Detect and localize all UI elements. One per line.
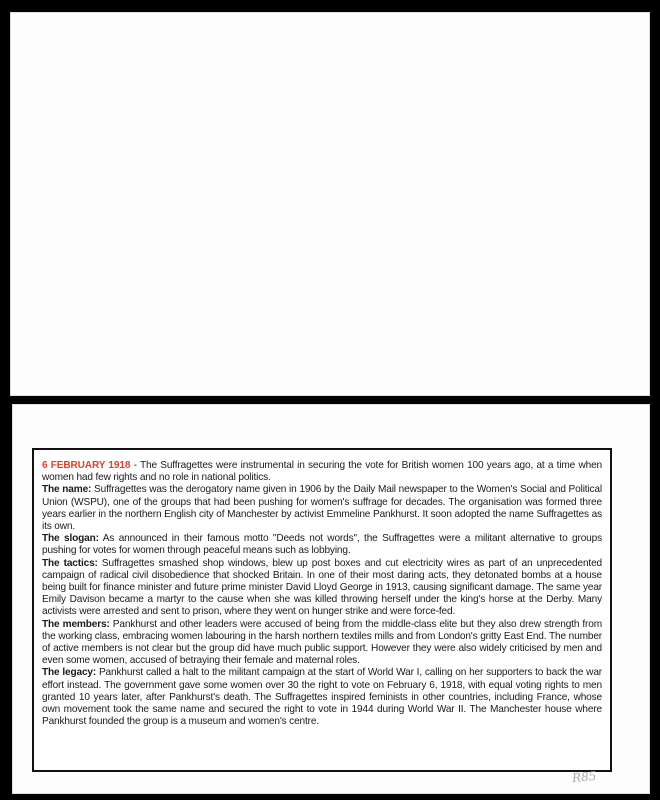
section-text-tactics: Suffragettes smashed shop windows, blew up post boxes and cut electricity wires as part of an unprecedented campaign of radical civil disobedience that shocked Britain. In one of their most daring acts, they detonated bombs at a house being built for finance minister and future prime minister David Lloyd George in 1913, causing significant damage. The same year Emily Davison became a martyr to the cause when she was killed throwing herself under the king's horse at the Derby. Many activists were arrested and sent to prison, where they went on hunger strike and were force-fed. [42,557,602,618]
section-text-name: Suffragettes was the derogatory name given in 1906 by the Daily Mail newspaper to the Women's Social and Political Union (WSPU), one of the groups that had been pushing for women's suffrage for decades. The organisation was formed three years earlier in the northern English city of Manchester by activist Emmeline Pankhurst. It soon adopted the name Suffragettes as its own. [42,484,602,533]
section-heading-name: The name: [42,484,92,496]
section-text-slogan: As announced in their famous motto "Deeds not words", the Suffragettes were a militant alternative to groups pushing for votes for women through peaceful means such as lobbying. [42,533,602,557]
info-text-box [32,448,612,772]
section-heading-tactics: The tactics: [42,557,98,569]
section-heading-legacy: The legacy: [42,667,97,679]
document-body [42,460,602,728]
section-heading-slogan: The slogan: [42,533,99,545]
section-heading-members: The members: [42,618,110,630]
handwritten-mark: R85 [571,768,597,786]
section-text-members: Pankhurst and other leaders were accused of being from the middle-class elite but they also drew strength from the working class, embracing women labouring in the harsh northern textiles mills and from London's gritty East End. The number of active members is not clear but the group did have much public support. However they were also widely criticised by men and even some women, accused of betraying their female and maternal roles. [42,618,602,667]
date-heading: 6 FEBRUARY 1918 [42,460,131,471]
envelope-front-blank [10,12,650,396]
intro-text: - The Suffragettes were instrumental in securing the vote for British women 100 years ago, at a time when women had few rights and no role in national politics. [42,460,602,484]
section-text-legacy: Pankhurst called a halt to the militant campaign at the start of World War I, calling on her supporters to back the war effort instead. The government gave some women over 30 the right to vote on February 6, 1918, with equal voting rights to men granted 10 years later, after Pankhurst's death. The Suffragettes inspired feminists in other countries, including France, whose own movement took the same name and secured the right to vote in 1944 during World War II. The Manchester house where Pankhurst founded the group is a museum and women's centre. [42,667,602,728]
